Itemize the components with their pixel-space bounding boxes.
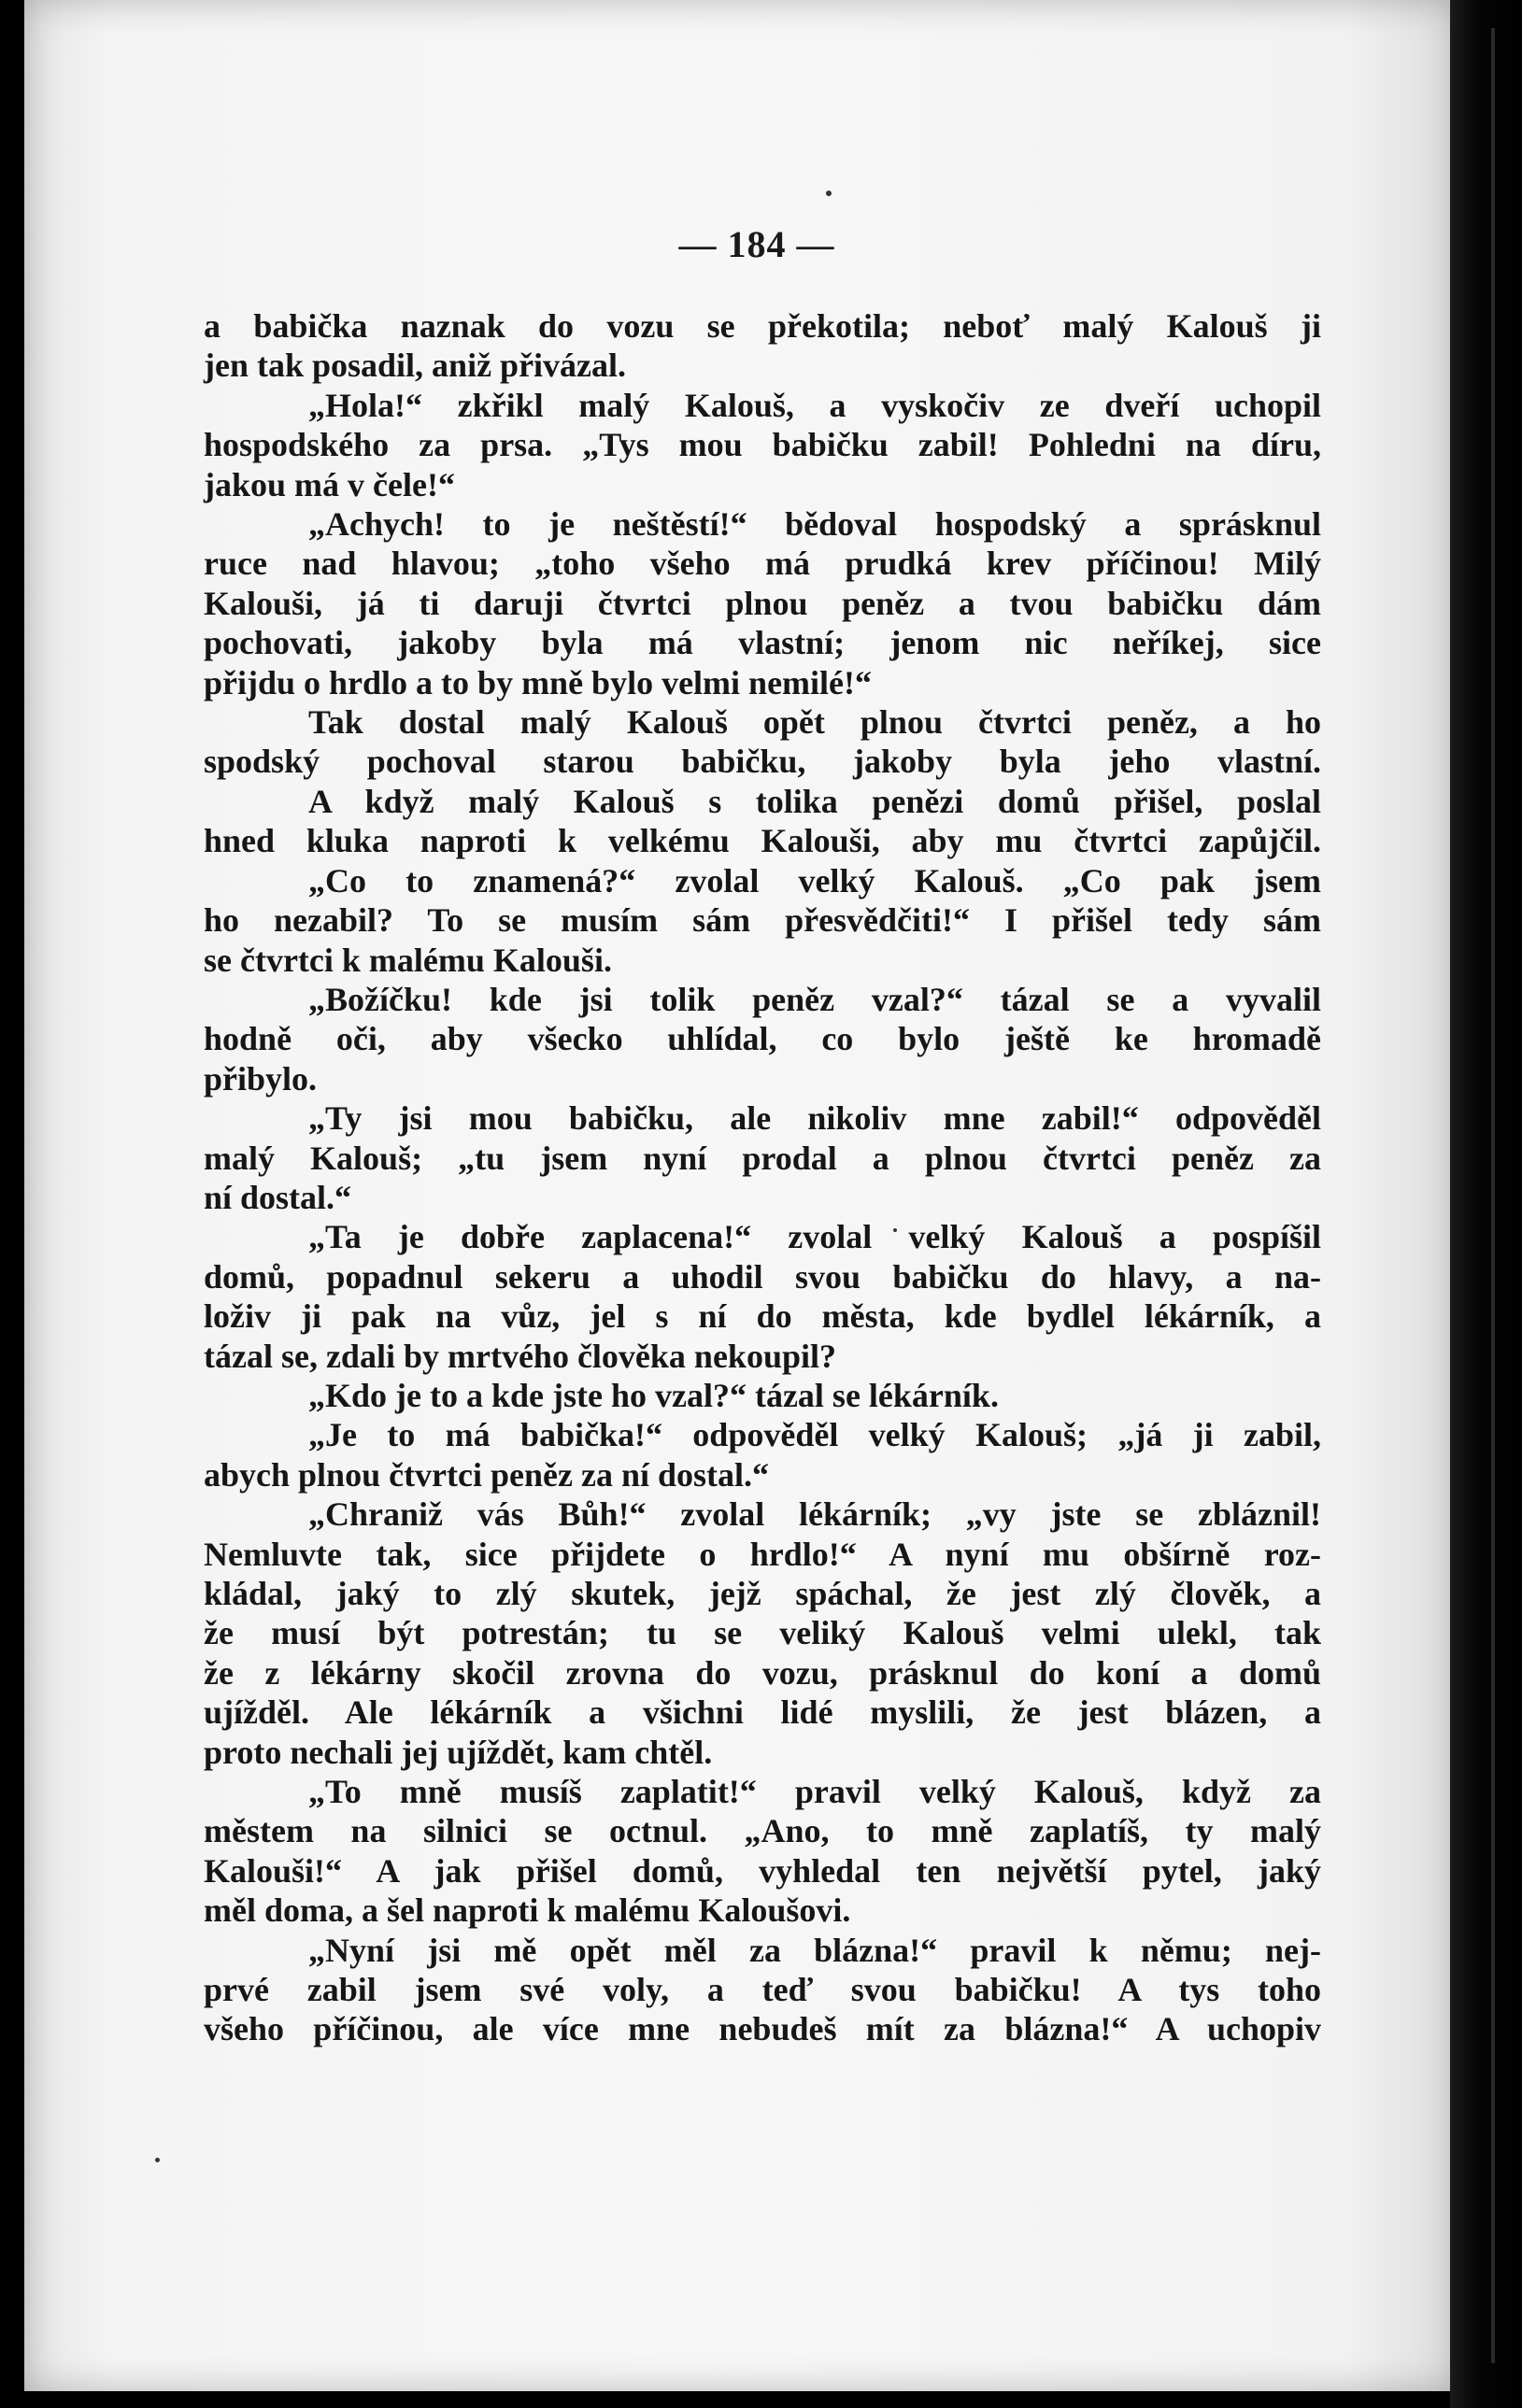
text-line: měl doma, a šel naproti k malému Kaloušovi.: [204, 1891, 851, 1930]
text-line: hodně oči, aby všecko uhlídal, co bylo ještě ke hromadě: [204, 1020, 1321, 1058]
text-line: ho nezabil? To se musím sám přesvědčiti!“ I přišel tedy sám: [204, 901, 1321, 940]
text-line: ujížděl. Ale lékárník a všichni lidé myslili, že jest blázen, a: [204, 1693, 1321, 1732]
text-line: proto nechali jej ujíždět, kam chtěl.: [204, 1733, 713, 1771]
body-text: [204, 306, 1321, 2049]
text-line: ní dostal.“: [204, 1178, 352, 1216]
text-line: městem na silnici se octnul. „Ano, to mně zaplatíš, ty malý: [204, 1812, 1321, 1850]
text-line: se čtvrtci k malému Kalouši.: [204, 941, 612, 979]
ink-speck: [155, 2158, 160, 2162]
text-line: že musí být potrestán; tu se veliký Kalouš velmi ulekl, tak: [204, 1614, 1321, 1652]
book-spine-shadow: [1450, 0, 1522, 2408]
text-line: „Co to znamená?“ zvolal velký Kalouš. „Co pak jsem: [308, 861, 1321, 899]
ink-speck: [826, 191, 832, 196]
text-line: „Hola!“ zkřikl malý Kalouš, a vyskočiv ze dveří uchopil: [308, 386, 1321, 424]
text-line: „Chraniž vás Bůh!“ zvolal lékárník; „vy jste se zbláznil!: [308, 1495, 1321, 1534]
text-line: malý Kalouš; „tu jsem nyní prodal a plnou čtvrtci peněz za: [204, 1139, 1321, 1177]
text-line: „Je to má babička!“ odpověděl velký Kalouš; „já ji zabil,: [308, 1416, 1321, 1454]
text-line: jen tak posadil, aniž přivázal.: [204, 347, 627, 385]
text-line: Tak dostal malý Kalouš opět plnou čtvrtci peněz, a ho: [308, 703, 1321, 742]
text-line: a babička naznak do vozu se překotila; neboť malý Kalouš ji: [204, 307, 1321, 345]
text-line: hospodského za prsa. „Tys mou babičku zabil! Pohledni na díru,: [204, 426, 1321, 464]
text-line: loživ ji pak na vůz, jel s ní do města, kde bydlel lékárník, a: [204, 1297, 1321, 1336]
text-line: Nemluvte tak, sice přijdete o hrdlo!“ A nyní mu obšírně roz-: [204, 1535, 1321, 1573]
text-line: „Nyní jsi mě opět měl za blázna!“ pravil k němu; nej-: [308, 1931, 1321, 1969]
text-line: „Achych! to je neštěstí!“ bědoval hospodský a sprásknul: [308, 505, 1321, 544]
text-line: „Kdo je to a kde jste ho vzal?“ tázal se lékárník.: [308, 1376, 999, 1414]
text-line: „Božíčku! kde jsi tolik peněz vzal?“ tázal se a vyvalil: [308, 980, 1321, 1018]
text-line: ruce nad hlavou; „toho všeho má prudká krev příčinou! Milý: [204, 545, 1321, 583]
text-line: „To mně musíš zaplatit!“ pravil velký Kalouš, když za: [308, 1773, 1321, 1811]
text-line: kládal, jaký to zlý skutek, jejž spáchal, že jest zlý člověk, a: [204, 1575, 1321, 1612]
text-line: že z lékárny skočil zrovna do vozu, prásknul do koní a domů: [204, 1653, 1321, 1692]
text-line: všeho příčinou, ale více mne nebudeš mít za blázna!“ A uchopiv: [204, 2010, 1321, 2048]
text-line: přibylo.: [204, 1059, 318, 1098]
text-line: tázal se, zdali by mrtvého člověka nekoupil?: [204, 1337, 836, 1375]
page-number: — 184 —: [678, 223, 835, 265]
text-line: hned kluka naproti k velkému Kalouši, aby mu čtvrtci zapůjčil.: [204, 822, 1321, 860]
text-line: abych plnou čtvrtci peněz za ní dostal.“: [204, 1455, 770, 1494]
text-line: „Ty jsi mou babičku, ale nikoliv mne zabil!“ odpověděl: [308, 1099, 1321, 1138]
text-line: A když malý Kalouš s tolika penězi domů přišel, poslal: [308, 782, 1321, 820]
text-line: spodský pochoval starou babičku, jakoby byla jeho vlastní.: [204, 743, 1321, 781]
text-line: jakou má v čele!“: [204, 465, 455, 503]
book-spine-edge: [1491, 28, 1495, 2363]
text-line: domů, popadnul sekeru a uhodil svou babičku do hlavy, a na-: [204, 1257, 1321, 1296]
text-line: přijdu o hrdlo a to by mně bylo velmi nemilé!“: [204, 663, 873, 701]
text-line: „Ta je dobře zaplacena!“ zvolal velký Kalouš a pospíšil: [308, 1218, 1321, 1256]
text-line: prvé zabil jsem své voly, a teď svou babičku! A tys toho: [204, 1971, 1321, 2009]
text-line: Kalouši!“ A jak přišel domů, vyhledal ten největší pytel, jaký: [204, 1851, 1321, 1890]
text-line: Kalouši, já ti daruji čtvrtci plnou peněz a tvou babičku dám: [204, 584, 1321, 622]
text-line: pochovati, jakoby byla má vlastní; jenom nic neříkej, sice: [204, 624, 1321, 662]
